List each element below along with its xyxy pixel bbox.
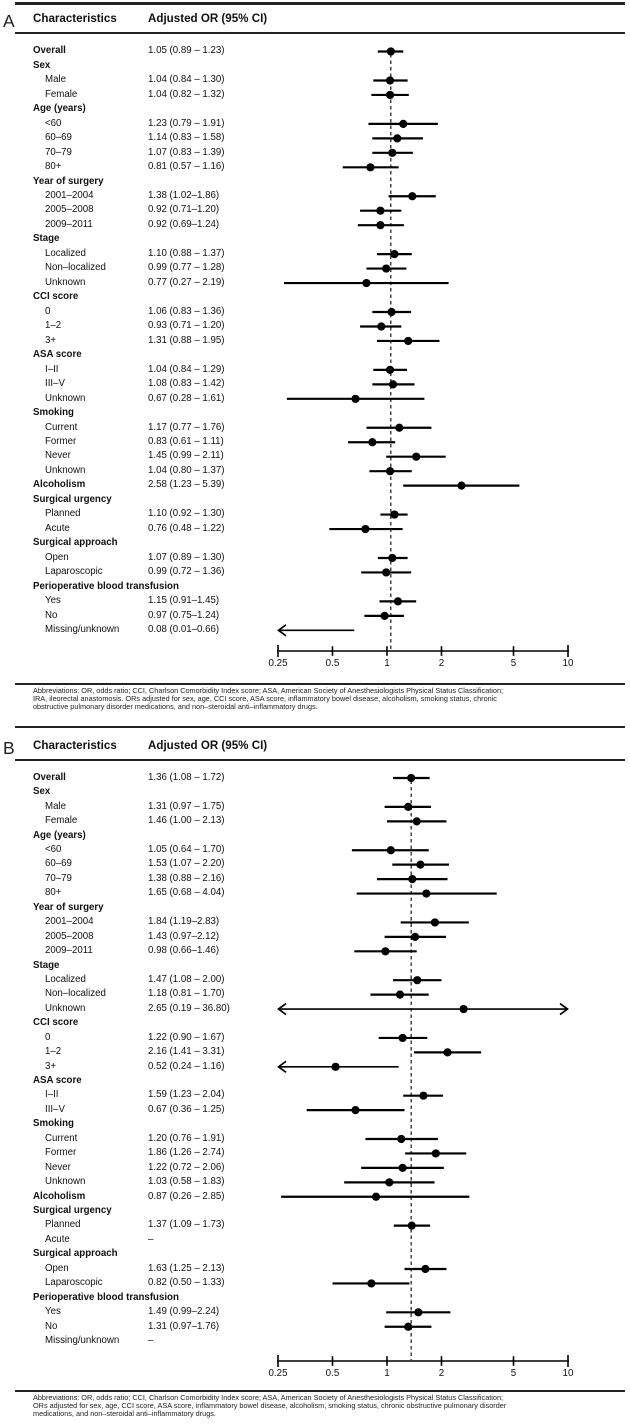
row-label: Current	[45, 421, 78, 433]
row-value: 1.20 (0.76 – 1.91)	[148, 1132, 225, 1144]
row-label: CCI score	[33, 1017, 79, 1029]
point-estimate	[443, 1048, 451, 1056]
row-value: 1.63 (1.25 – 2.13)	[148, 1262, 225, 1274]
footnote-line: medications, and non–steroidal anti–inflammatory drugs.	[33, 1409, 216, 1418]
row-label: Current	[45, 1132, 78, 1144]
row-label: Female	[45, 88, 78, 100]
footnote-rule	[15, 1390, 625, 1392]
point-estimate	[331, 1063, 339, 1071]
row-label: Planned	[45, 508, 81, 520]
axis-tick-label: 0.25	[268, 657, 288, 669]
column-header-characteristics: Characteristics	[33, 12, 117, 25]
row-label: 60–69	[45, 858, 72, 870]
row-label: Planned	[45, 1219, 81, 1231]
row-value: 0.67 (0.36 – 1.25)	[148, 1103, 225, 1115]
row-label: 3+	[45, 1060, 57, 1072]
row-value: 0.08 (0.01–0.66)	[148, 624, 220, 636]
panel-label: B	[3, 738, 15, 758]
row-value: 1.49 (0.99–2.24)	[148, 1306, 220, 1318]
row-label: Year of surgery	[33, 901, 104, 913]
column-header-adjusted-or: Adjusted OR (95% CI)	[148, 12, 268, 25]
row-value: –	[148, 1334, 154, 1346]
row-label: I–II	[45, 363, 59, 375]
row-value: 1.14 (0.83 – 1.58)	[148, 132, 225, 144]
row-value: 2.58 (1.23 – 5.39)	[148, 479, 225, 491]
point-estimate	[413, 976, 421, 984]
row-value: 1.10 (0.88 – 1.37)	[148, 247, 225, 259]
point-estimate	[351, 1106, 359, 1114]
header-rule-bottom	[15, 759, 625, 761]
point-estimate	[399, 1164, 407, 1172]
row-label: ASA score	[33, 349, 82, 361]
row-label: Year of surgery	[33, 175, 104, 187]
point-estimate	[390, 510, 398, 518]
point-estimate	[408, 1222, 416, 1230]
row-label: Non–localized	[45, 262, 106, 274]
point-estimate	[385, 1178, 393, 1186]
row-label: Surgical approach	[33, 1248, 118, 1260]
row-label: Sex	[33, 59, 51, 71]
row-label: Unknown	[45, 1002, 86, 1014]
row-label: 70–79	[45, 872, 72, 884]
row-value: 1.47 (1.08 – 2.00)	[148, 973, 225, 985]
point-estimate	[372, 1193, 380, 1201]
row-value: 1.43 (0.97–2.12)	[148, 930, 220, 942]
axis-tick-label: 2	[438, 1367, 445, 1379]
point-estimate	[414, 1308, 422, 1316]
point-estimate	[367, 1279, 375, 1287]
row-label: Male	[45, 800, 66, 812]
row-value: 0.77 (0.27 – 2.19)	[148, 276, 225, 288]
row-value: 1.05 (0.89 – 1.23)	[148, 45, 225, 57]
point-estimate	[422, 889, 430, 897]
row-value: 1.04 (0.82 – 1.32)	[148, 88, 225, 100]
header-rule-top	[15, 726, 625, 729]
row-value: 1.22 (0.72 – 2.06)	[148, 1161, 225, 1173]
row-value: 1.05 (0.64 – 1.70)	[148, 844, 225, 855]
row-value: 0.92 (0.71–1.20)	[148, 204, 220, 216]
row-label: 2001–2004	[45, 190, 94, 201]
row-label: 3+	[45, 334, 57, 346]
point-estimate	[457, 482, 465, 490]
row-value: 1.23 (0.79 – 1.91)	[148, 117, 225, 129]
row-label: Age (years)	[33, 103, 86, 115]
row-value: 1.15 (0.91–1.45)	[148, 595, 220, 607]
point-estimate	[408, 875, 416, 883]
row-value: 1.04 (0.84 – 1.29)	[148, 363, 225, 375]
point-estimate	[386, 91, 394, 99]
row-value: 1.17 (0.77 – 1.76)	[148, 421, 225, 433]
row-label: 2001–2004	[45, 916, 94, 928]
row-label: 2009–2011	[45, 945, 93, 957]
point-estimate	[393, 134, 401, 142]
point-estimate	[387, 47, 395, 55]
row-value: 1.36 (1.08 – 1.72)	[148, 771, 225, 783]
row-value: 1.31 (0.97–1.76)	[148, 1320, 220, 1332]
row-value: 1.07 (0.83 – 1.39)	[148, 146, 225, 158]
row-label: Sex	[33, 786, 51, 798]
row-value: 1.31 (0.88 – 1.95)	[148, 334, 225, 346]
row-label: Stage	[33, 959, 60, 971]
row-label: Overall	[33, 45, 66, 57]
row-label: Perioperative blood transfusion	[33, 580, 179, 592]
row-value: 1.37 (1.09 – 1.73)	[148, 1219, 225, 1231]
row-label: Smoking	[33, 1118, 74, 1130]
row-label: Yes	[45, 595, 61, 607]
header-rule-bottom	[15, 32, 625, 34]
point-estimate	[390, 250, 398, 258]
row-label: Former	[45, 1147, 77, 1159]
row-label: Surgical urgency	[33, 1205, 112, 1216]
row-label: CCI score	[33, 291, 79, 303]
footnote-rule	[15, 683, 625, 685]
point-estimate	[388, 149, 396, 157]
row-value: 1.07 (0.89 – 1.30)	[148, 551, 225, 563]
point-estimate	[387, 846, 395, 854]
row-value: 2.16 (1.41 – 3.31)	[148, 1046, 225, 1058]
point-estimate	[411, 933, 419, 941]
column-header-characteristics: Characteristics	[33, 739, 117, 752]
row-label: <60	[45, 844, 62, 855]
point-estimate	[386, 366, 394, 374]
panel-label: A	[3, 11, 15, 31]
point-estimate	[388, 554, 396, 562]
row-label: No	[45, 609, 58, 621]
axis-tick-label: 1	[384, 1367, 390, 1379]
row-label: Unknown	[45, 1176, 86, 1188]
point-estimate	[395, 424, 403, 432]
row-label: Missing/unknown	[45, 624, 120, 636]
axis-tick-label: 2	[438, 657, 445, 669]
point-estimate	[377, 322, 385, 330]
point-estimate	[432, 1149, 440, 1157]
row-label: 1–2	[45, 320, 62, 332]
row-label: Open	[45, 1262, 69, 1274]
row-label: Localized	[45, 973, 86, 985]
point-estimate	[419, 1092, 427, 1100]
point-estimate	[366, 163, 374, 171]
footnote-line: IRA, ileorectal anastomosis. ORs adjusted for sex, age, CCI score, ASA score, inflammatory bowel disease, alcoholism, smoking status, chronic	[33, 694, 497, 703]
row-label: Unknown	[45, 464, 86, 476]
row-label: Localized	[45, 247, 86, 259]
point-estimate	[382, 264, 390, 272]
point-estimate	[407, 774, 415, 782]
axis-tick-label: 5	[510, 657, 517, 669]
row-label: Overall	[33, 771, 66, 783]
point-estimate	[396, 991, 404, 999]
point-estimate	[399, 1034, 407, 1042]
row-label: Laparoscopic	[45, 566, 103, 578]
row-label: 2005–2008	[45, 930, 94, 942]
row-value: 1.45 (0.99 – 2.11)	[148, 450, 224, 462]
row-label: Surgical approach	[33, 537, 118, 549]
row-value: 1.04 (0.80 – 1.37)	[148, 464, 225, 476]
row-value: 0.92 (0.69–1.24)	[148, 218, 220, 230]
row-label: Smoking	[33, 407, 74, 419]
axis-tick-label: 1	[384, 657, 390, 669]
point-estimate	[368, 438, 376, 446]
axis-tick-label: 10	[562, 1367, 574, 1379]
row-value: 0.99 (0.72 – 1.36)	[148, 566, 225, 578]
footnote-line: Abbreviations: OR, odds ratio; CCI, Charlson Comorbidity Index score; ASA, American Society of Anesthesiologists Physical Status Classification;	[33, 686, 504, 695]
row-value: 0.83 (0.61 – 1.11)	[148, 435, 224, 447]
row-value: 1.46 (1.00 – 2.13)	[148, 815, 225, 827]
row-value: 0.76 (0.48 – 1.22)	[148, 522, 225, 534]
row-label: Male	[45, 74, 66, 86]
point-estimate	[386, 467, 394, 475]
row-value: 1.18 (0.81 – 1.70)	[148, 988, 225, 1000]
row-label: 2009–2011	[45, 218, 93, 230]
point-estimate	[404, 337, 412, 345]
row-label: Open	[45, 551, 69, 563]
row-label: 80+	[45, 161, 62, 173]
row-label: ASA score	[33, 1075, 82, 1087]
point-estimate	[362, 279, 370, 287]
row-label: 60–69	[45, 132, 72, 144]
row-label: 2005–2008	[45, 204, 94, 216]
row-value: 1.31 (0.97 – 1.75)	[148, 800, 225, 812]
row-value: 1.84 (1.19–2.83)	[148, 916, 220, 928]
point-estimate	[381, 947, 389, 955]
row-label: Never	[45, 1161, 71, 1173]
row-label: Laparoscopic	[45, 1277, 103, 1289]
row-label: Yes	[45, 1306, 61, 1318]
point-estimate	[416, 861, 424, 869]
row-value: 0.97 (0.75–1.24)	[148, 609, 220, 621]
row-value: 0.82 (0.50 – 1.33)	[148, 1277, 225, 1289]
point-estimate	[380, 612, 388, 620]
row-value: 2.65 (0.19 – 36.80)	[148, 1002, 230, 1014]
row-value: 1.22 (0.90 – 1.67)	[148, 1031, 225, 1043]
footnote-line: ORs adjusted for sex, age, CCI score, ASA score, inflammatory bowel disease, alcoholism, smoking status, chronic obstructive pulmonary disorder	[33, 1401, 507, 1410]
row-label: Stage	[33, 233, 60, 245]
row-label: 0	[45, 305, 51, 317]
header-rule-top	[15, 2, 625, 5]
footnote-line: Abbreviations: OR, odds ratio; CCI, Charlson Comorbidity Index score; ASA, American Society of Anesthesiologists Physical Status Classification;	[33, 1393, 504, 1402]
footnote-line: obstructive pulmonary disorder medications, and non–steroidal anti–inflammatory drugs.	[33, 702, 318, 711]
row-label: 0	[45, 1031, 51, 1043]
row-value: –	[148, 1233, 154, 1245]
row-value: 1.53 (1.07 – 2.20)	[148, 858, 225, 870]
row-value: 0.98 (0.66–1.46)	[148, 945, 220, 957]
row-label: III–V	[45, 378, 65, 390]
point-estimate	[421, 1265, 429, 1273]
point-estimate	[459, 1005, 467, 1013]
point-estimate	[361, 525, 369, 533]
axis-tick-label: 0.5	[325, 1367, 340, 1379]
row-value: 1.38 (0.88 – 2.16)	[148, 872, 225, 884]
point-estimate	[399, 120, 407, 128]
row-value: 1.38 (1.02–1.86)	[148, 190, 220, 201]
point-estimate	[431, 918, 439, 926]
row-label: III–V	[45, 1103, 65, 1115]
point-estimate	[413, 817, 421, 825]
row-label: Female	[45, 815, 78, 827]
row-label: Acute	[45, 1233, 70, 1245]
row-label: I–II	[45, 1089, 59, 1101]
row-value: 0.87 (0.26 – 2.85)	[148, 1190, 225, 1202]
row-value: 1.65 (0.68 – 4.04)	[148, 887, 225, 899]
axis-tick-label: 0.5	[325, 657, 340, 669]
row-value: 1.59 (1.23 – 2.04)	[148, 1089, 225, 1101]
row-value: 0.67 (0.28 – 1.61)	[148, 392, 225, 404]
row-label: 80+	[45, 887, 62, 899]
row-label: 70–79	[45, 146, 72, 158]
row-value: 1.86 (1.26 – 2.74)	[148, 1147, 225, 1159]
row-label: Unknown	[45, 392, 86, 404]
point-estimate	[382, 568, 390, 576]
point-estimate	[376, 207, 384, 215]
row-value: 0.93 (0.71 – 1.20)	[148, 320, 225, 332]
row-value: 0.52 (0.24 – 1.16)	[148, 1060, 225, 1072]
row-label: Perioperative blood transfusion	[33, 1291, 179, 1303]
row-label: Non–localized	[45, 988, 106, 1000]
point-estimate	[397, 1135, 405, 1143]
point-estimate	[351, 395, 359, 403]
row-label: Alcoholism	[33, 1190, 86, 1202]
row-label: No	[45, 1320, 58, 1332]
column-header-adjusted-or: Adjusted OR (95% CI)	[148, 739, 268, 752]
point-estimate	[394, 597, 402, 605]
point-estimate	[404, 1323, 412, 1331]
row-label: Former	[45, 435, 77, 447]
row-label: Acute	[45, 522, 70, 534]
row-label: Alcoholism	[33, 479, 86, 491]
row-label: Never	[45, 450, 71, 462]
point-estimate	[389, 380, 397, 388]
axis-tick-label: 5	[510, 1367, 517, 1379]
point-estimate	[386, 76, 394, 84]
row-label: <60	[45, 117, 62, 129]
row-label: Missing/unknown	[45, 1334, 120, 1346]
row-value: 1.04 (0.84 – 1.30)	[148, 74, 225, 86]
row-label: 1–2	[45, 1046, 62, 1058]
point-estimate	[404, 803, 412, 811]
point-estimate	[412, 453, 420, 461]
row-label: Surgical urgency	[33, 493, 112, 505]
row-value: 1.03 (0.58 – 1.83)	[148, 1176, 225, 1188]
row-label: Age (years)	[33, 829, 86, 841]
row-value: 0.99 (0.77 – 1.28)	[148, 262, 225, 274]
axis-tick-label: 0.25	[268, 1367, 288, 1379]
row-value: 1.06 (0.83 – 1.36)	[148, 305, 225, 317]
axis-tick-label: 10	[562, 657, 574, 669]
row-label: Unknown	[45, 276, 86, 288]
row-value: 1.08 (0.83 – 1.42)	[148, 378, 225, 390]
point-estimate	[376, 221, 384, 229]
row-value: 1.10 (0.92 – 1.30)	[148, 508, 225, 520]
point-estimate	[387, 308, 395, 316]
point-estimate	[408, 192, 416, 200]
row-value: 0.81 (0.57 – 1.16)	[148, 161, 225, 173]
